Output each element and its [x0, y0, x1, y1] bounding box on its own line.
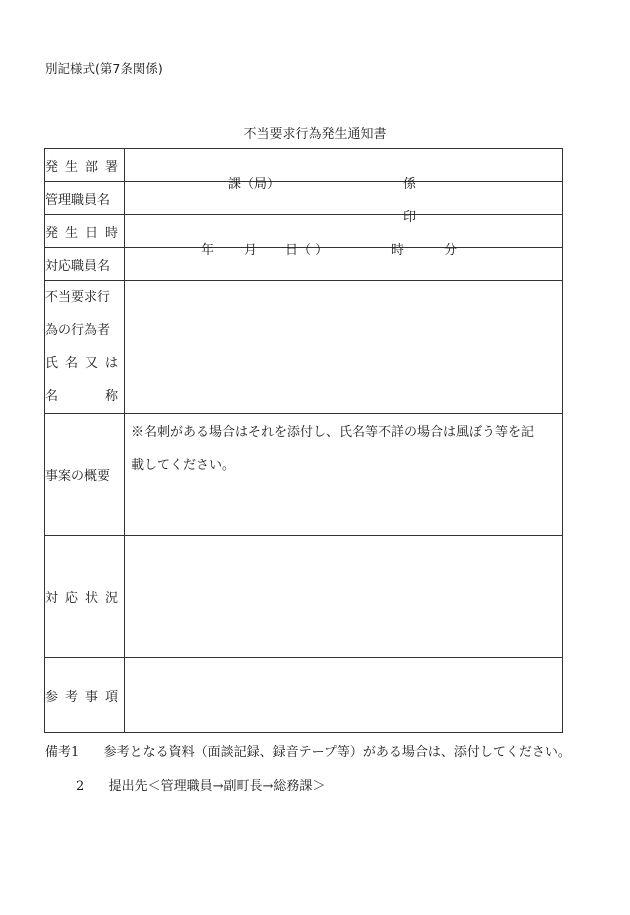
hour-label: 時 [391, 243, 405, 258]
row-dept [45, 149, 563, 182]
row-response [45, 536, 563, 658]
label-staff: 対応職員名 [45, 248, 125, 281]
value-offender[interactable] [125, 281, 563, 473]
value-reference[interactable] [125, 658, 563, 733]
label-manager: 管理職員名 [45, 182, 125, 215]
month-label: 月 [244, 243, 258, 258]
row-manager [45, 182, 563, 215]
value-dept[interactable] [125, 149, 563, 192]
day-label: 日（ ） [285, 243, 329, 258]
minute-label: 分 [444, 243, 458, 258]
label-offender-line-2: 為の行為者 [45, 323, 111, 338]
label-offender [45, 281, 125, 414]
note-2-number: 2 [76, 779, 85, 794]
label-reference [45, 658, 125, 733]
value-manager[interactable] [125, 182, 563, 225]
document-title: 不当要求行為発生通知書 [243, 127, 387, 142]
note-1-prefix: 備考1 [45, 745, 80, 760]
label-response [45, 536, 125, 658]
form-style-note: 別記様式(第7条関係) [45, 61, 163, 76]
notification-form-table [44, 148, 563, 733]
label-summary: 事案の概要 [45, 414, 125, 536]
value-response[interactable] [125, 536, 563, 658]
row-datetime [45, 215, 563, 248]
offender-note-line-2: 載してください。 [131, 458, 236, 473]
unit-kakari-label: 係 [403, 177, 417, 192]
label-response-text: 対 応 状 況 [45, 591, 118, 606]
offender-note-line-1: ※名刺がある場合はそれを添付し、氏名等不詳の場合は風ぼう等を記 [131, 425, 535, 440]
note-2 [76, 775, 325, 794]
label-datetime-text: 発 生 日 時 [45, 225, 118, 241]
unit-ka-label: 課（局） [228, 177, 281, 192]
row-reference [45, 658, 563, 733]
year-label: 年 [201, 243, 215, 258]
note-2-text: 提出先＜管理職員→副町長→総務課＞ [108, 779, 326, 794]
seal-mark: 印 [403, 210, 417, 225]
label-dept-text: 発 生 部 署 [45, 159, 118, 175]
note-1 [45, 741, 571, 760]
value-datetime[interactable] [125, 215, 563, 258]
label-offender-line-3: 氏 名 又 は [45, 356, 118, 371]
note-1-text: 参考となる資料（面談記録、録音テープ等）がある場合は、添付してください。 [103, 745, 571, 760]
label-reference-text: 参 考 事 項 [45, 689, 118, 705]
label-offender-line-4: 名 称 [45, 389, 118, 404]
label-offender-line-1: 不当要求行 [45, 290, 111, 305]
row-offender [45, 281, 563, 414]
label-datetime [45, 215, 125, 248]
value-staff[interactable] [125, 248, 563, 281]
label-dept [45, 149, 125, 182]
